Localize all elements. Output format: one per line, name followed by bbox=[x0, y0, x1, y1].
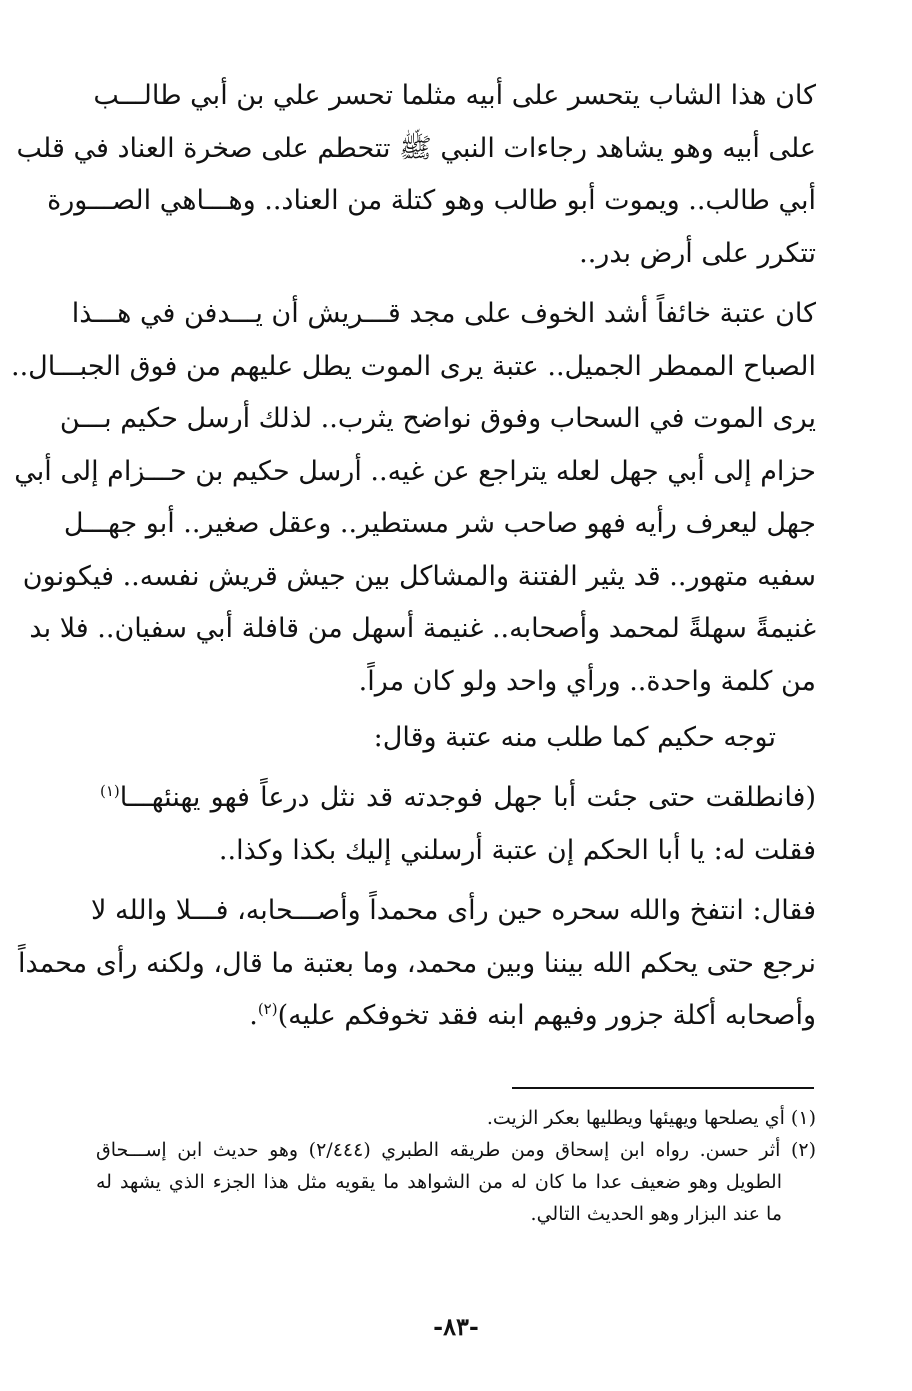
paragraph-5 bbox=[17, 885, 816, 1043]
footnote-2-line: ما عند البزار وهو الحديث التالي. bbox=[530, 1203, 782, 1225]
text-line: الصباح الممطر الجميل.. عتبة يرى الموت يطل عليهم من فوق الجبـــال.. bbox=[10, 350, 816, 382]
text-line: تتكرر على أرض بدر.. bbox=[579, 237, 816, 269]
paragraph-1 bbox=[16, 70, 816, 280]
text-line: توجه حكيم كما طلب منه عتبة وقال: bbox=[373, 722, 776, 753]
text-line bbox=[100, 772, 816, 825]
text-line: على أبيه وهو يشاهد رجاءات النبي ﷺ تتحطم على صخرة العناد في قلب bbox=[16, 132, 816, 164]
text-line: جهل ليعرف رأيه فهو صاحب شر مستطير.. وعقل صغير.. أبو جهـــل bbox=[63, 508, 816, 539]
paragraph-4 bbox=[100, 772, 816, 877]
text-line bbox=[100, 990, 816, 1043]
text-line: من كلمة واحدة.. ورأي واحد ولو كان مراً. bbox=[358, 665, 816, 697]
text-line: حزام إلى أبي جهل لعله يتراجع عن غيه.. أرسل حكيم بن حـــزام إلى أبي bbox=[14, 455, 816, 487]
footnote-2-line: الطويل وهو ضعيف عدا ما كان له من الشواهد ما يقويه مثل هذا الجزء الذي يشهد له bbox=[96, 1171, 782, 1193]
text-line: كان عتبة خائفاً أشد الخوف على مجد قـــريش أن يـــدفن في هـــذا bbox=[71, 298, 816, 329]
text-line: غنيمةً سهلةً لمحمد وأصحابه.. غنيمة أسهل من قافلة أبي سفيان.. فلا بد bbox=[29, 613, 816, 644]
footnote-divider bbox=[512, 1087, 814, 1089]
text-line: يرى الموت في السحاب وفوق نواضح يثرب.. لذلك أرسل حكيم بـــن bbox=[59, 403, 816, 434]
paragraph-2 bbox=[10, 288, 816, 708]
footnote-marker: (٢) bbox=[257, 1000, 278, 1018]
text-line-content: وأصحابه أكلة جزور وفيهم ابنه فقد تخوفكم عليه) bbox=[277, 1000, 816, 1031]
footnotes bbox=[96, 1102, 816, 1230]
text-line: فقلت له: يا أبا الحكم إن عتبة أرسلني إليك بكذا وكذا.. bbox=[218, 834, 816, 866]
page-number: -٨٣- bbox=[433, 1312, 479, 1341]
footnote-1: (١) أي يصلحها ويهيئها ويطليها بعكر الزيت. bbox=[486, 1107, 816, 1129]
text-line: نرجع حتى يحكم الله بيننا وبين محمد، وما بعتبة ما قال، ولكنه رأى محمداً bbox=[17, 947, 816, 979]
paragraph-3 bbox=[100, 712, 816, 765]
text-line: سفيه متهور.. قد يثير الفتنة والمشاكل بين جيش قريش نفسه.. فيكونون bbox=[22, 560, 816, 592]
end-punctuation: . bbox=[249, 1000, 258, 1031]
text-line-content: (فانطلقت حتى جئت أبا جهل فوجدته قد نثل درعاً فهو يهنئهـــا bbox=[119, 782, 816, 813]
text-line: كان هذا الشاب يتحسر على أبيه مثلما تحسر علي بن أبي طالـــب bbox=[93, 80, 816, 111]
text-line: فقال: انتفخ والله سحره حين رأى محمداً وأصـــحابه، فـــلا والله لا bbox=[91, 895, 816, 926]
footnote-marker: (١) bbox=[100, 782, 120, 800]
footnote-2-line: (٢) أثر حسن. رواه ابن إسحاق ومن طريقه الطبري (٢/٤٤٤) وهو حديث ابن إســـحاق bbox=[96, 1139, 817, 1161]
text-line: أبي طالب.. ويموت أبو طالب وهو كتلة من العناد.. وهـــاهي الصـــورة bbox=[47, 185, 816, 216]
